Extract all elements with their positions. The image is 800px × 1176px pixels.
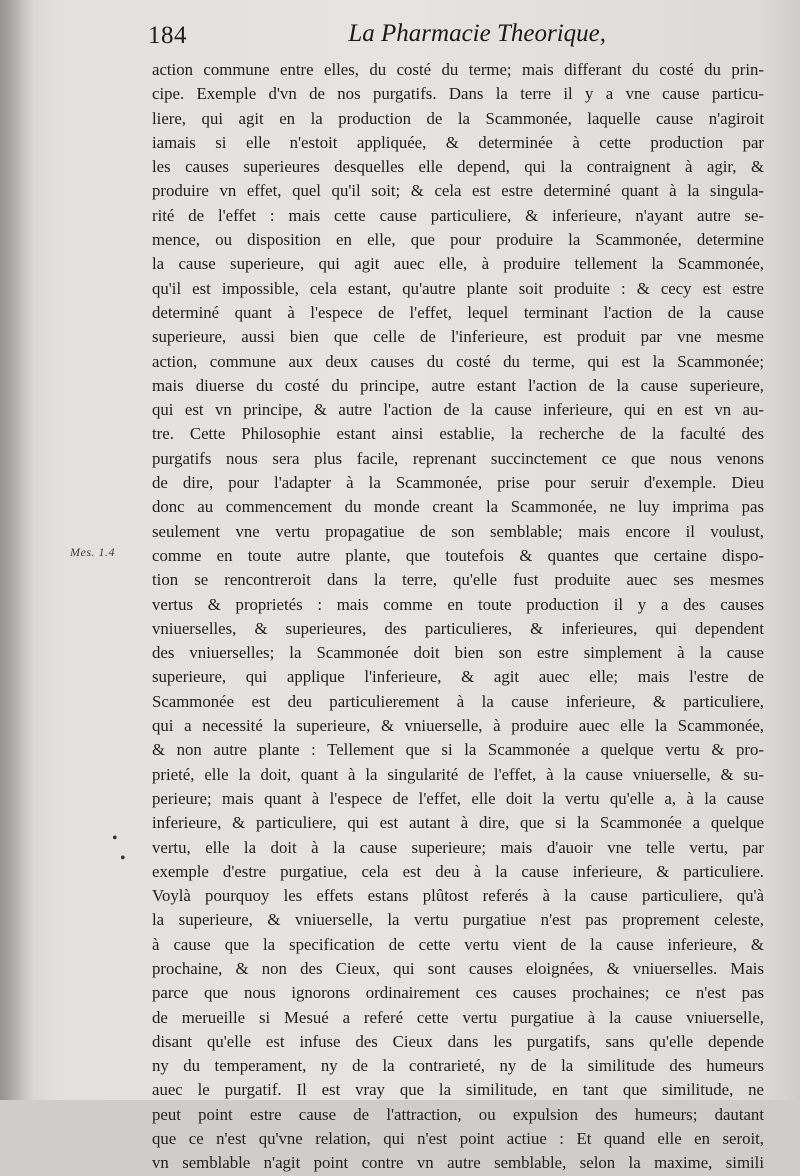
text-line: tre. Cette Philosophie estant ainsi establie, la recherche de la faculté des	[152, 424, 764, 444]
binding-shadow	[0, 0, 34, 1100]
running-head	[148, 20, 606, 54]
text-line: qu'il est impossible, cela estant, qu'autre plante soit produite : & cecy est estre	[152, 278, 764, 298]
text-line: la superieure, & vniuerselle, la vertu purgatiue n'est pas proprement celeste,	[152, 910, 764, 930]
text-line: purgatifs nous sera plus facile, reprenant succinctement ce que nous venons	[152, 448, 764, 468]
text-line: donc au commencement du monde creant la Scammonée, ne luy imprima pas	[152, 497, 764, 517]
margin-mark: •	[120, 850, 126, 867]
text-line: de merueille si Mesué a referé cette vertu purgatiue à la cause vniuerselle,	[152, 1007, 764, 1027]
text-line: mais diuerse du costé du principe, autre estant l'action de la cause superieure,	[152, 375, 764, 395]
text-line: determiné quant à l'espece de l'effet, lequel terminant l'action de la cause	[152, 302, 764, 322]
text-line: ny du temperament, ny de la contrarieté, ny de la similitude des humeurs	[152, 1056, 764, 1076]
text-line: vertu, elle la doit à la cause superieure; mais d'auoir vne telle vertu, par	[152, 837, 764, 857]
margin-mark: •	[112, 830, 118, 847]
text-line: Voylà pourquoy les effets estans plûtost referés à la cause particuliere, qu'à	[152, 886, 764, 906]
text-line: qui est vn principe, & autre l'action de la cause inferieure, qui en est vn au-	[152, 400, 764, 420]
text-line: tion se rencontreroit dans la terre, qu'elle fust produite auec ses mesmes	[152, 570, 764, 590]
text-line: liere, qui agit en la production de la Scammonée, laquelle cause n'agiroit	[152, 108, 764, 128]
text-line: cipe. Exemple d'vn de nos purgatifs. Dans la terre il y a vne cause particu-	[152, 84, 764, 104]
text-line: Scammonée est deu particulierement à la cause inferieure, & particuliere,	[152, 691, 764, 711]
text-line: qui a necessité la superieure, & vniuerselle, à produire auec elle la Scammonée,	[152, 716, 764, 736]
body-text	[152, 58, 764, 1176]
text-line: la cause superieure, qui agit auec elle, à produire tellement la Scammonée,	[152, 254, 764, 274]
text-line: inferieure, & particuliere, qui est autant à dire, que si la Scammonée a quelque	[152, 813, 764, 833]
text-line: & non autre plante : Tellement que si la Scammonée a quelque vertu & pro-	[152, 740, 764, 760]
text-line: peut point estre cause de l'attraction, ou expulsion des humeurs; dautant	[152, 1104, 764, 1124]
text-line: produire vn effet, quel qu'il soit; & cela est estre determiné quant à la singula-	[152, 181, 764, 201]
margin-note: Mes. 1.4	[70, 545, 115, 559]
text-line: auec le purgatif. Il est vray que la similitude, en tant que similitude, ne	[152, 1080, 764, 1100]
text-line: exemple d'estre purgatiue, cela est deu à la cause inferieure, & particuliere.	[152, 861, 764, 881]
text-line: des vniuerselles; la Scammonée doit bien son estre simplement à la cause	[152, 643, 764, 663]
text-line: action, commune aux deux causes du costé du terme, qui est la Scammonée;	[152, 351, 764, 371]
text-line: de dire, pour l'adapter à la Scammonée, prise pour seruir d'exemple. Dieu	[152, 473, 764, 493]
text-line: prochaine, & non des Cieux, qui sont causes eloignées, & vniuerselles. Mais	[152, 958, 764, 978]
text-line: rité de l'effet : mais cette cause particuliere, & inferieure, n'ayant autre se-	[152, 205, 764, 225]
text-line: iamais si elle n'estoit appliquée, & determinée à cette production par	[152, 132, 764, 152]
running-title: La Pharmacie Theorique,	[348, 20, 606, 47]
text-line: superieure, qui applique l'inferieure, & agit auec elle; mais l'estre de	[152, 667, 764, 687]
page-number: 184	[148, 22, 187, 49]
text-line: perieure; mais quant à l'espece de l'effet, elle doit la vertu qu'elle a, à la cause	[152, 788, 764, 808]
text-line: prieté, elle la doit, quant à la singularité de l'effet, à la cause vniuerselle, & su-	[152, 764, 764, 784]
text-line: seulement vne vertu propagatiue de son semblable; mais encore il voulust,	[152, 521, 764, 541]
text-line: que ce n'est qu'vne relation, qui n'est point actiue : Et quand elle en seroit,	[152, 1129, 764, 1149]
text-line: superieure, aussi bien que celle de l'inferieure, est produit par vne mesme	[152, 327, 764, 347]
text-line: les causes superieures desquelles elle depend, qui la contraignent à agir, &	[152, 157, 764, 177]
text-line: vn semblable n'agit point contre vn autre semblable, selon la maxime, simili	[152, 1153, 764, 1173]
text-line: action commune entre elles, du costé du terme; mais differant du costé du prin-	[152, 60, 764, 79]
text-line: vniuerselles, & superieures, des particulieres, & inferieures, qui dependent	[152, 618, 764, 638]
text-line: comme en toute autre plante, que toutefois & quantes que certaine dispo-	[152, 545, 764, 565]
text-line: mence, ou disposition en elle, que pour produire la Scammonée, determine	[152, 230, 764, 250]
text-line: vertus & proprietés : mais comme en toute production il y a des causes	[152, 594, 764, 614]
text-line: à cause que la specification de cette vertu vient de la cause inferieure, &	[152, 934, 764, 954]
text-line: parce que nous ignorons ordinairement ces causes prochaines; ce n'est pas	[152, 983, 764, 1003]
text-line: disant qu'elle est infuse des Cieux dans les purgatifs, sans qu'elle depende	[152, 1031, 764, 1051]
